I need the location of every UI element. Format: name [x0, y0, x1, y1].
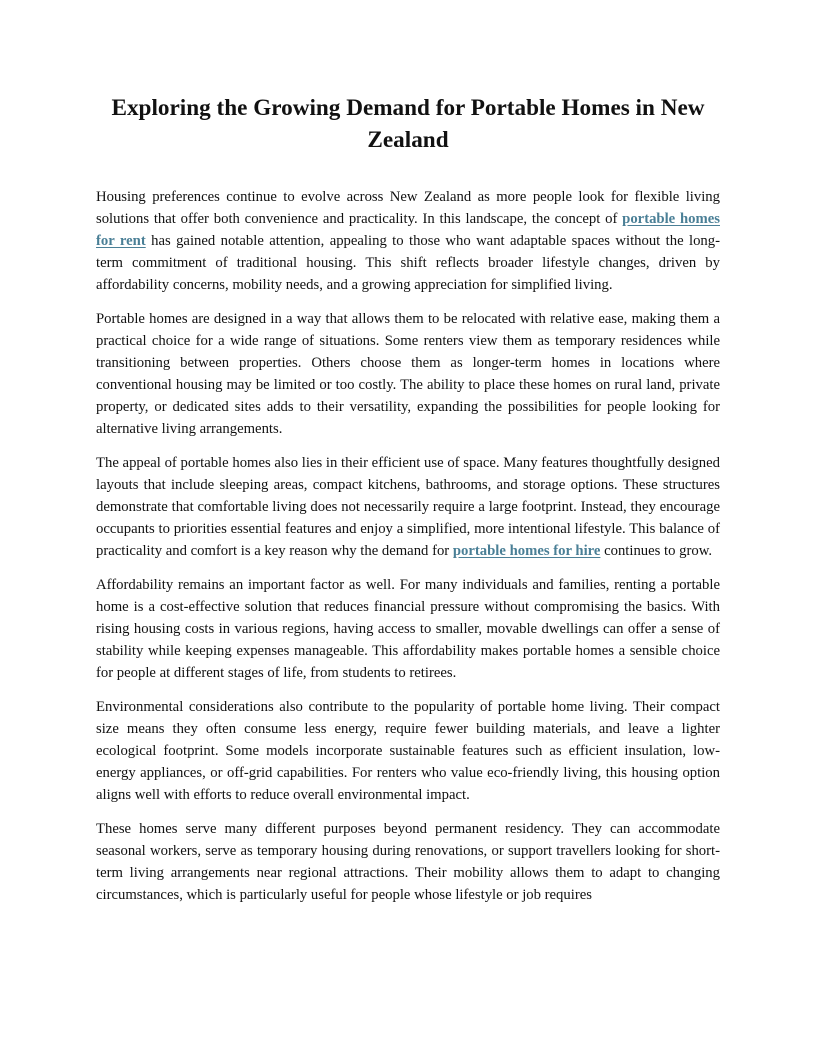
- paragraph-5: Environmental considerations also contribute to the popularity of portable home living. Their compact size means they often consume less energy, require fewer building materials, and leave a lighter ecological footprint. Some models incorporate sustainable features such as efficient insulation, low-energy appliances, or off-grid capabilities. For renters who value eco-friendly living, this housing option aligns well with efforts to reduce overall environmental impact.: [96, 699, 720, 803]
- paragraph-6: These homes serve many different purposes beyond permanent residency. They can accommodate seasonal workers, serve as temporary housing during renovations, or support travellers looking for short-term living arrangements near regional attractions. Their mobility allows them to adapt to changing circumstances, which is particularly useful for people whose lifestyle or job requires: [96, 821, 720, 903]
- portable-homes-for-hire-link[interactable]: portable homes for hire: [452, 543, 601, 559]
- paragraph-1-text-before: Housing preferences continue to evolve across New Zealand as more people look for flexible living solutions that offer both convenience and practicality. In this landscape, the concept of: [96, 189, 720, 227]
- paragraph-2: Portable homes are designed in a way that allows them to be relocated with relative ease, making them a practical choice for a wide range of situations. Some renters view them as temporary residences while transitioning between properties. Others choose them as longer-term homes in locations where conventional housing may be limited or too costly. The ability to place these homes on rural land, private property, or dedicated sites adds to their versatility, expanding the possibilities for people looking for alternative living arrangements.: [96, 311, 720, 437]
- paragraph-3-text-before: The appeal of portable homes also lies in their efficient use of space. Many features thoughtfully designed layouts that include sleeping areas, compact kitchens, bathrooms, and storage options. These structures demonstrate that comfortable living does not necessarily require a large footprint. Instead, they encourage occupants to priorities essential features and enjoy a simplified, more intentional lifestyle. This balance of practicality and comfort is a key reason why the demand for: [96, 455, 720, 559]
- document-title: Exploring the Growing Demand for Portable Homes in New Zealand: [111, 95, 705, 153]
- paragraph-1: [96, 186, 720, 296]
- paragraph-4: Affordability remains an important factor as well. For many individuals and families, renting a portable home is a cost-effective solution that reduces financial pressure without compromising the basics. With rising housing costs in various regions, having access to smaller, movable dwellings can offer a sense of stability while keeping expenses manageable. This affordability makes portable homes a sensible choice for people at different stages of life, from students to retirees.: [96, 577, 720, 681]
- paragraph-3: [96, 452, 720, 562]
- portable-homes-for-rent-link[interactable]: portable homes for rent: [96, 211, 720, 249]
- paragraph-3-text-after: continues to grow.: [600, 543, 713, 559]
- paragraph-1-text-after: has gained notable attention, appealing to those who want adaptable spaces without the long-term commitment of traditional housing. This shift reflects broader lifestyle changes, driven by affordability concerns, mobility needs, and a growing appreciation for simplified living.: [96, 233, 720, 293]
